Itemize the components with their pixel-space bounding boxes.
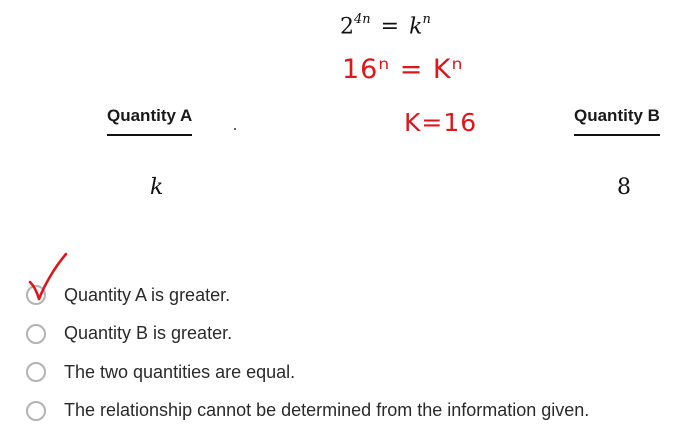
answer-option-c[interactable] [26, 353, 589, 392]
stray-dot [234, 128, 236, 130]
radio-button[interactable] [26, 362, 46, 382]
equation-equals: = [381, 14, 399, 39]
answer-option-label: The relationship cannot be determined from the information given. [64, 400, 589, 421]
equation-rhs-var: k [409, 14, 422, 39]
radio-button[interactable] [26, 401, 46, 421]
handwritten-note-1: 16ⁿ = Kⁿ [342, 54, 463, 85]
answer-option-a[interactable] [26, 276, 589, 315]
quantity-b-value: 8 [617, 175, 631, 200]
quantity-b-header: Quantity B [574, 106, 660, 136]
answer-option-label: Quantity A is greater. [64, 285, 230, 306]
quantity-a-header: Quantity A [107, 106, 192, 136]
equation-base-exponent: 4n [354, 12, 371, 27]
quantity-a-value: k [150, 175, 163, 200]
answer-options [26, 276, 589, 430]
radio-button[interactable] [26, 285, 46, 305]
equation-rhs-exponent: n [422, 12, 430, 27]
question-equation [340, 14, 431, 39]
answer-option-b[interactable] [26, 315, 589, 354]
answer-option-label: Quantity B is greater. [64, 323, 232, 344]
answer-option-label: The two quantities are equal. [64, 362, 295, 383]
radio-button[interactable] [26, 324, 46, 344]
answer-option-d[interactable] [26, 392, 589, 430]
equation-base: 2 [340, 14, 354, 39]
handwritten-note-2: K=16 [404, 108, 477, 137]
